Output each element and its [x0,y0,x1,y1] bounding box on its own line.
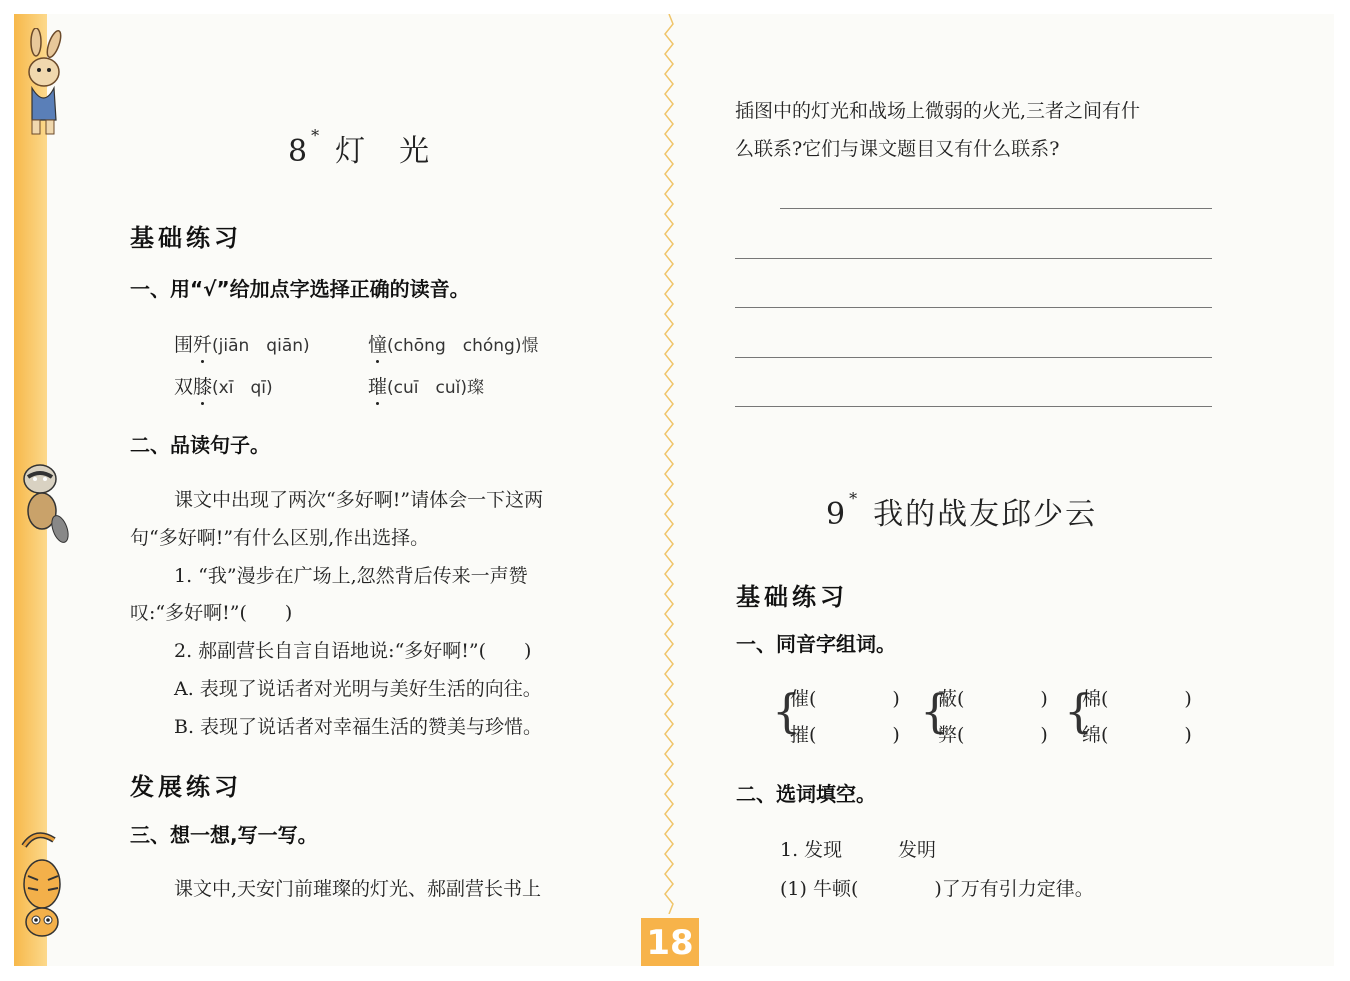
dotted-character: 歼 [193,330,212,357]
question-3-heading: 三、想一想,写一写。 [130,823,318,847]
item-prefix: 围 [174,334,194,356]
answer-line [780,208,1212,209]
dotted-character: 憧 [368,330,387,357]
lesson-star: * [311,126,322,145]
rabbit-illustration [14,28,70,140]
pinyin-options: (cuī cuǐ)璨 [387,378,484,398]
lesson-8-title [288,126,431,170]
lesson-title-text: 我的战友邱少云 [873,497,1098,532]
pinyin-item-2 [368,330,538,357]
question-2-heading: 二、选词填空。 [736,782,876,806]
paragraph-line: 插图中的灯光和战场上微弱的火光,三者之间有什 [735,100,1141,122]
section-heading-basic: 基础练习 [736,583,848,611]
answer-line [735,406,1212,407]
tiger-illustration [14,826,70,944]
pinyin-item-4 [368,372,484,399]
sentence-1-line-1: 1. “我”漫步在广场上,忽然背后传来一声赞 [174,565,528,587]
page-fold-divider [662,14,676,914]
fill-sentence-1: (1) 牛顿( )了万有引力定律。 [780,878,1094,900]
brace-icon: { [920,684,950,738]
paragraph-line: 么联系?它们与课文题目又有什么联系? [735,138,1060,160]
pinyin-options: (chōng chóng)憬 [387,336,539,356]
page-number: 18 [641,918,699,966]
answer-line [735,258,1212,259]
question-1-heading: 一、用“√”给加点字选择正确的读音。 [130,277,470,301]
answer-line [735,357,1212,358]
homophone-bottom: 绵( ) [1082,724,1192,746]
pinyin-item-3 [174,372,273,399]
homophone-bottom: 摧( ) [790,724,900,746]
raccoon-illustration [14,455,70,547]
word-choice-1: 1. 发现 [780,839,843,861]
item-prefix: 双 [174,376,194,398]
option-a: A. 表现了说话者对光明与美好生活的向往。 [174,678,542,700]
question-2-heading: 二、品读句子。 [130,433,270,457]
dotted-character: 璀 [368,372,387,399]
pinyin-item-1 [174,330,310,357]
answer-line [735,307,1212,308]
pinyin-options: (jiān qiān) [212,336,310,356]
homophone-top: 蔽( ) [938,688,1048,710]
lesson-number: 9 [826,497,848,532]
lesson-title-text: 灯 光 [335,134,432,169]
lesson-9-title [826,489,1097,533]
paragraph-line: 课文中出现了两次“多好啊!”请体会一下这两 [174,489,544,511]
section-heading-basic: 基础练习 [130,224,242,252]
brace-icon: { [1064,684,1094,738]
lesson-star: * [849,489,860,508]
homophone-top: 棉( ) [1082,688,1192,710]
question-1-heading: 一、同音字组词。 [736,632,896,656]
paragraph-line: 课文中,天安门前璀璨的灯光、郝副营长书上 [174,878,542,900]
pinyin-options: (xī qī) [212,378,273,398]
lesson-number: 8 [288,134,310,169]
paragraph-line: 句“多好啊!”有什么区别,作出选择。 [130,527,430,549]
dotted-character: 膝 [193,372,212,399]
section-heading-development: 发展练习 [130,773,242,801]
homophone-bottom: 弊( ) [938,724,1048,746]
sentence-2: 2. 郝副营长自言自语地说:“多好啊!”( ) [174,640,532,662]
word-choice-2: 发明 [898,839,937,861]
brace-icon: { [772,684,802,738]
option-b: B. 表现了说话者对幸福生活的赞美与珍惜。 [174,716,543,738]
sentence-1-line-2: 叹:“多好啊!”( ) [130,602,293,624]
homophone-top: 催( ) [790,688,900,710]
